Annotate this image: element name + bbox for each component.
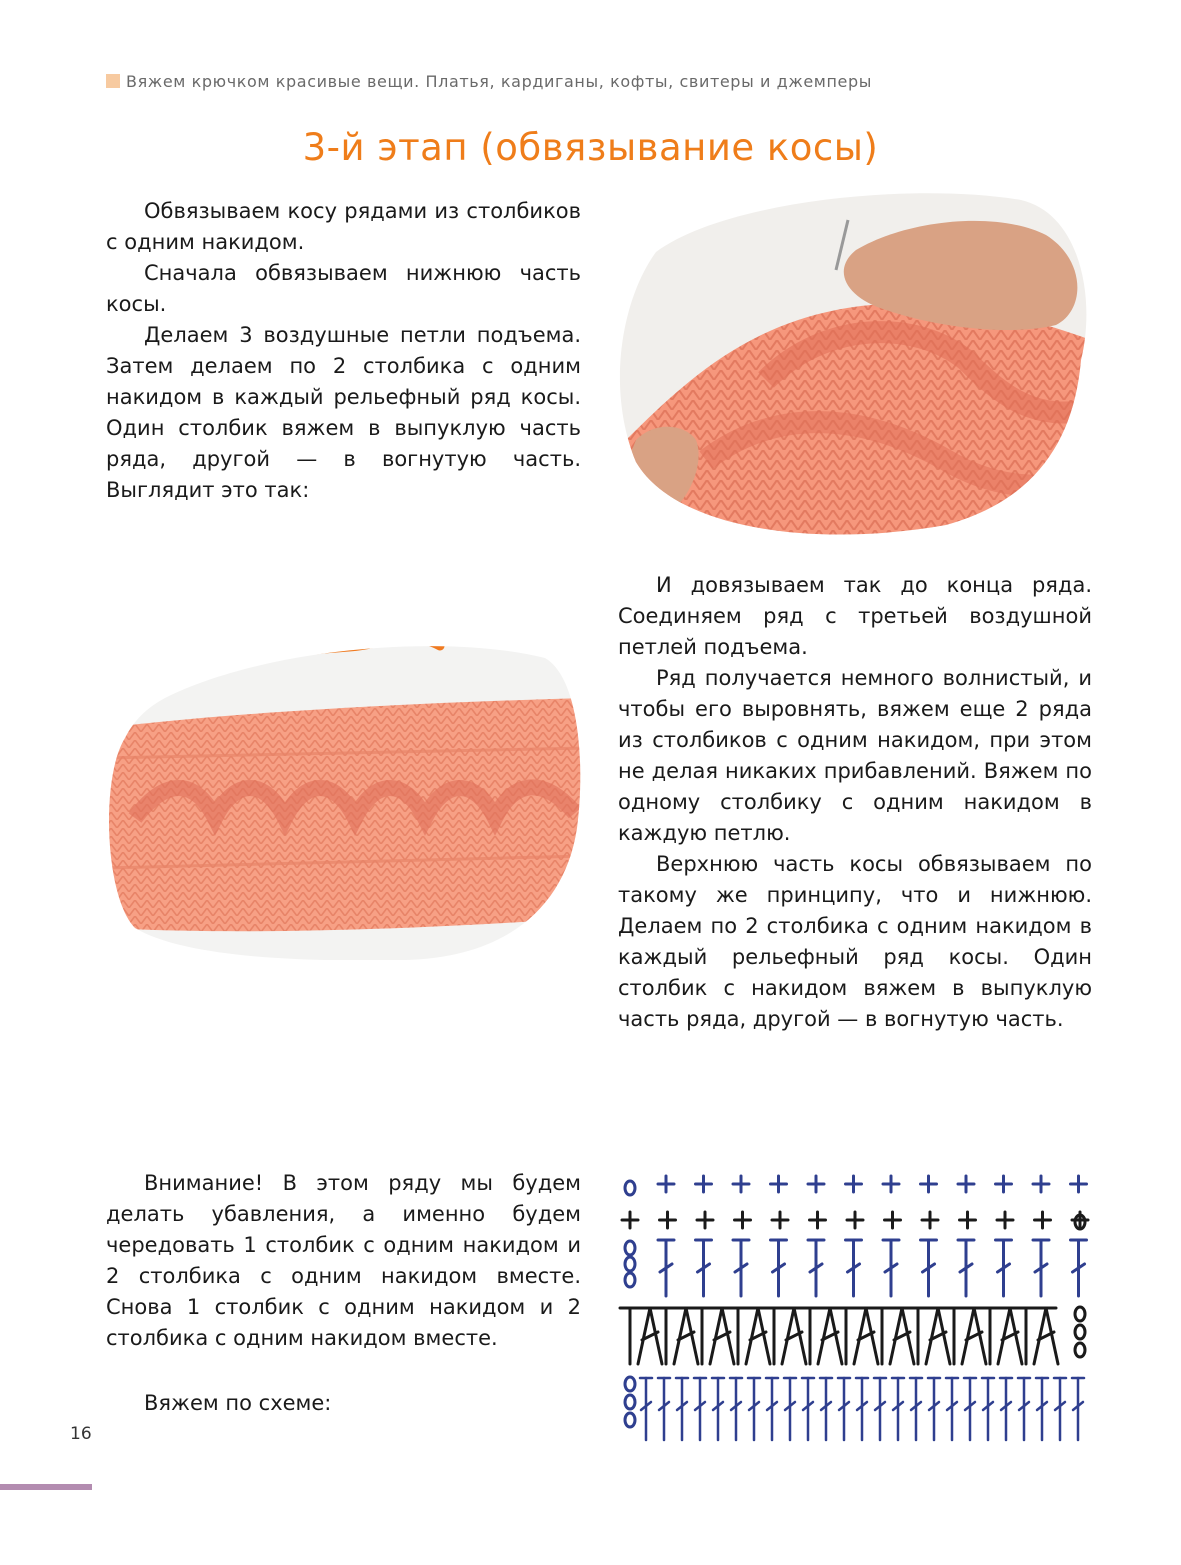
- cable-sample-photo: [105, 628, 585, 960]
- intro-paragraph-3: Делаем 3 воздушные петли подъема. Затем делаем по 2 столбика с одним накидом в каждый рельефный ряд косы. Один столбик вяжем в выпуклую часть ряда, другой — в вогнутую часть. Выглядит это так:: [106, 323, 581, 502]
- intro-text: [106, 196, 581, 506]
- scheme-chain-stitch: [625, 1273, 635, 1287]
- section-title: 3-й этап (обвязывание косы): [302, 126, 879, 169]
- intro-paragraph-1: Обвязываем косу рядами из столбиков с одним накидом.: [106, 199, 581, 254]
- scheme-chain-stitch: [1075, 1307, 1085, 1321]
- continuation-paragraph-1: И довязываем так до конца ряда. Соединяем ряд с третьей воздушной петлей подъема.: [618, 573, 1092, 659]
- scheme-chain-stitch: [1075, 1325, 1085, 1339]
- scheme-chain-stitch: [625, 1241, 635, 1255]
- continuation-paragraph-3: Верхнюю часть косы обвязываем по такому же принципу, что и нижнюю. Делаем по 2 столбика с одним накидом в каждый рельефный ряд косы. Один столбик с накидом вяжем в выпуклую часть ряда, другой — в вогнутую часть.: [618, 852, 1092, 1031]
- page-number: 16: [70, 1424, 92, 1444]
- running-head-text: Вяжем крючком красивые вещи. Платья, кардиганы, кофты, свитеры и джемперы: [126, 71, 872, 91]
- crochet-hands-photo: [616, 190, 1091, 540]
- scheme-chain-stitch: [1075, 1343, 1085, 1357]
- scheme-chain-stitch: [625, 1395, 635, 1409]
- scheme-chain-stitch: [625, 1181, 635, 1195]
- running-head-marker: [106, 74, 120, 88]
- continuation-paragraph-2: Ряд получается немного волнистый, и чтобы его выровнять, вяжем еще 2 ряда из столбиков с одним накидом, при этом не делая никаких прибавлений. Вяжем по одному столбику с одним накидом в каждую петлю.: [618, 666, 1092, 845]
- scheme-chain-stitch: [625, 1413, 635, 1427]
- crochet-scheme-diagram: [614, 1168, 1094, 1448]
- scheme-caption: Вяжем по схеме:: [144, 1391, 332, 1415]
- running-head: [106, 70, 872, 92]
- scheme-chain-stitch: [625, 1377, 635, 1391]
- attention-paragraph: Внимание! В этом ряду мы будем делать убавления, а именно будем чередовать 1 столбик с одним накидом и 2 столбика с одним накидом вместе. Снова 1 столбик с одним накидом и 2 столбика с одним накидом вместе.: [106, 1171, 581, 1350]
- continuation-text: [618, 570, 1092, 1035]
- scheme-chain-stitch: [625, 1257, 635, 1271]
- attention-text: [106, 1168, 581, 1354]
- intro-paragraph-2: Сначала обвязываем нижнюю часть косы.: [106, 261, 581, 316]
- page-bar-decoration: [0, 1484, 92, 1490]
- scheme-caption-block: [106, 1388, 581, 1419]
